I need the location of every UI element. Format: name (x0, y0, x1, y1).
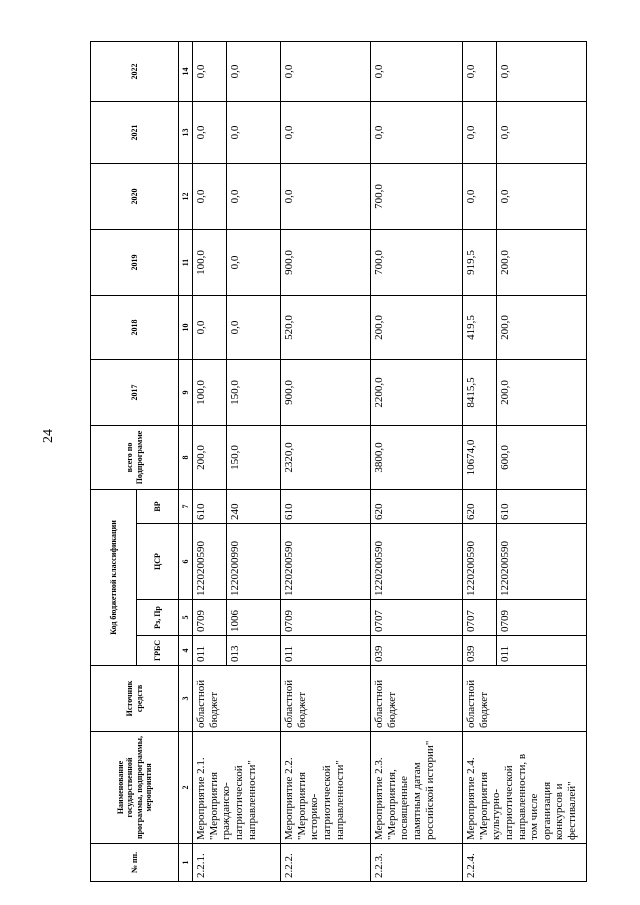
cell-2018: 200,0 (497, 295, 587, 359)
cell-2022: 0,0 (463, 41, 497, 101)
cell-2022: 0,0 (371, 41, 463, 101)
cell-2017: 8415,5 (463, 359, 497, 425)
cell-2017: 200,0 (497, 359, 587, 425)
cell-rzpr: 0709 (193, 600, 227, 636)
cell-csr: 1220200590 (463, 524, 497, 600)
cell-2018: 200,0 (371, 295, 463, 359)
row-name: Мероприятие 2.4. "Мероприятия культурно-патриотической направленности, в том числе организация конкурсов и фестивалей" (463, 732, 587, 844)
cell-2019: 100,0 (193, 229, 227, 295)
row-number: 2.2.3. (371, 844, 463, 882)
row-name: Мероприятие 2.3. "Мероприятия, посвященные памятным датам российской истории" (371, 732, 463, 844)
row-number: 2.2.1. (193, 844, 281, 882)
cell-2017: 2200,0 (371, 359, 463, 425)
cell-2021: 0,0 (497, 101, 587, 163)
cell-2019: 919,5 (463, 229, 497, 295)
column-number: 4 (179, 636, 193, 666)
column-number: 6 (179, 524, 193, 600)
row-number: 2.2.4. (463, 844, 587, 882)
header-grbs: ГРБС (137, 636, 179, 666)
header-year: 2019 (91, 229, 179, 295)
cell-grbs: 011 (193, 636, 227, 666)
cell-2021: 0,0 (463, 101, 497, 163)
cell-grbs: 013 (227, 636, 281, 666)
cell-2019: 700,0 (371, 229, 463, 295)
column-number: 11 (179, 229, 193, 295)
header-vr: ВР (137, 489, 179, 523)
cell-2017: 150,0 (227, 359, 281, 425)
page-number: 24 (41, 429, 56, 443)
cell-rzpr: 0707 (463, 600, 497, 636)
cell-csr: 1220200590 (497, 524, 587, 600)
table-row (281, 41, 371, 881)
cell-2019: 0,0 (227, 229, 281, 295)
cell-2021: 0,0 (281, 101, 371, 163)
cell-2021: 0,0 (193, 101, 227, 163)
row-source: областной бюджет (371, 666, 463, 732)
cell-total: 2320,0 (281, 425, 371, 489)
cell-2019: 900,0 (281, 229, 371, 295)
cell-vr: 610 (497, 489, 587, 523)
header-rzpr: Рз, Пр (137, 600, 179, 636)
cell-rzpr: 0707 (371, 600, 463, 636)
cell-csr: 1220200590 (371, 524, 463, 600)
table-row (463, 41, 497, 881)
cell-2020: 0,0 (497, 163, 587, 229)
cell-2021: 0,0 (371, 101, 463, 163)
cell-total: 3800,0 (371, 425, 463, 489)
cell-2022: 0,0 (193, 41, 227, 101)
cell-2020: 0,0 (193, 163, 227, 229)
row-number: 2.2.2. (281, 844, 371, 882)
cell-csr: 1220200590 (193, 524, 227, 600)
cell-2017: 100,0 (193, 359, 227, 425)
cell-2022: 0,0 (227, 41, 281, 101)
cell-vr: 620 (371, 489, 463, 523)
cell-2018: 419,5 (463, 295, 497, 359)
cell-2018: 0,0 (227, 295, 281, 359)
cell-grbs: 039 (371, 636, 463, 666)
header-year: 2020 (91, 163, 179, 229)
column-number: 1 (179, 844, 193, 882)
header-year: 2018 (91, 295, 179, 359)
cell-2022: 0,0 (497, 41, 587, 101)
header-no: № пп. (91, 844, 179, 882)
budget-table (90, 41, 587, 882)
cell-vr: 240 (227, 489, 281, 523)
cell-total: 10674,0 (463, 425, 497, 489)
table-row (371, 41, 463, 881)
cell-2020: 700,0 (371, 163, 463, 229)
table-row (193, 41, 227, 881)
column-number: 14 (179, 41, 193, 101)
cell-2022: 0,0 (281, 41, 371, 101)
cell-rzpr: 0709 (281, 600, 371, 636)
header-total: всего по Подпрограмме (91, 425, 179, 489)
cell-2017: 900,0 (281, 359, 371, 425)
cell-total: 150,0 (227, 425, 281, 489)
cell-csr: 1220200590 (281, 524, 371, 600)
column-number: 13 (179, 101, 193, 163)
cell-2021: 0,0 (227, 101, 281, 163)
row-source: областной бюджет (463, 666, 587, 732)
cell-grbs: 011 (281, 636, 371, 666)
header-kbk: Код бюджетной классификации (91, 489, 137, 665)
header-csr: ЦСР (137, 524, 179, 600)
cell-vr: 620 (463, 489, 497, 523)
column-number: 7 (179, 489, 193, 523)
column-number: 3 (179, 666, 193, 732)
cell-2020: 0,0 (463, 163, 497, 229)
column-number: 8 (179, 425, 193, 489)
cell-vr: 610 (281, 489, 371, 523)
column-number: 5 (179, 600, 193, 636)
cell-2018: 520,0 (281, 295, 371, 359)
row-source: областной бюджет (193, 666, 281, 732)
row-name: Мероприятие 2.2. "Мероприятия историко-патриотической направленности" (281, 732, 371, 844)
cell-rzpr: 0709 (497, 600, 587, 636)
row-name: Мероприятие 2.1. "Мероприятия гражданско-патриотической направленности" (193, 732, 281, 844)
column-number: 9 (179, 359, 193, 425)
cell-vr: 610 (193, 489, 227, 523)
cell-rzpr: 1006 (227, 600, 281, 636)
cell-grbs: 039 (463, 636, 497, 666)
column-number: 2 (179, 732, 193, 844)
cell-2019: 200,0 (497, 229, 587, 295)
rotated-page (90, 63, 610, 882)
cell-total: 200,0 (193, 425, 227, 489)
header-year: 2022 (91, 41, 179, 101)
header-year: 2021 (91, 101, 179, 163)
cell-2020: 0,0 (227, 163, 281, 229)
header-name: Наименование государственной программы, подпрограммы, мероприятия (91, 732, 179, 844)
cell-2018: 0,0 (193, 295, 227, 359)
cell-csr: 1220200990 (227, 524, 281, 600)
column-number: 12 (179, 163, 193, 229)
row-source: областной бюджет (281, 666, 371, 732)
cell-2020: 0,0 (281, 163, 371, 229)
column-number: 10 (179, 295, 193, 359)
cell-grbs: 011 (497, 636, 587, 666)
header-year: 2017 (91, 359, 179, 425)
header-source: Источник средств (91, 666, 179, 732)
cell-total: 600,0 (497, 425, 587, 489)
